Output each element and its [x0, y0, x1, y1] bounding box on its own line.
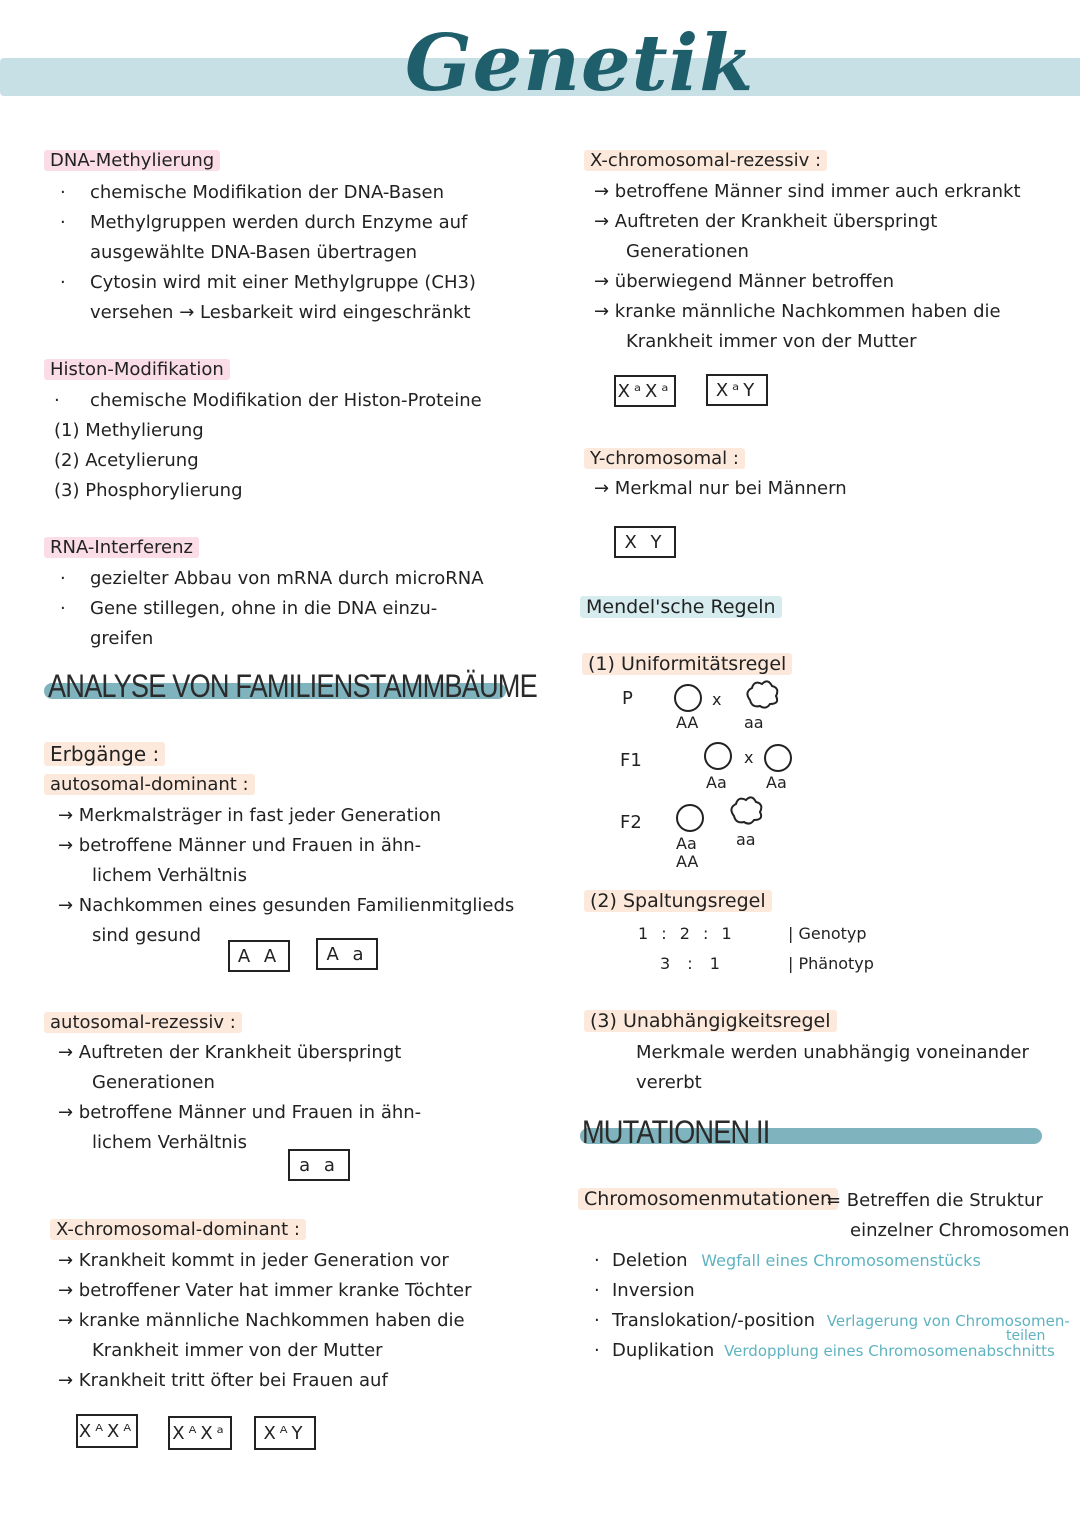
genotype-label: aa: [736, 830, 756, 849]
mutationen-heading: MUTATIONEN II: [582, 1114, 770, 1150]
genotype-box: a a: [288, 1149, 350, 1181]
genotype-ratio: 1 : 2 : 1: [638, 924, 736, 943]
list-item: → betroffene Männer und Frauen in ähn-: [58, 835, 422, 856]
chromo-list: [594, 1246, 1070, 1366]
phenotype-ratio-label: | Phänotyp: [788, 954, 874, 973]
list-item: (2) Acetylierung: [54, 450, 199, 471]
x-dom-heading: X-chromosomal-dominant :: [50, 1219, 306, 1240]
list-item: · Inversion: [594, 1280, 695, 1301]
rna-list: [60, 564, 484, 654]
unab-text: [636, 1038, 1029, 1098]
genotype-box: XᴬXᵃ: [168, 1416, 232, 1450]
list-item: · chemische Modifikation der DNA-Basen: [60, 182, 444, 203]
genotype-box: XᵃY: [706, 374, 768, 406]
auto-dom-heading: autosomal-dominant :: [44, 774, 255, 795]
cloud-shape: [731, 797, 761, 823]
chromo-definition: einzelner Chromosomen: [850, 1220, 1070, 1241]
y-chrom-list: [594, 474, 847, 504]
list-item: → Merkmal nur bei Männern: [594, 478, 847, 499]
list-item: → betroffener Vater hat immer kranke Töchter: [58, 1280, 472, 1301]
genotype-box: XᵃXᵃ: [614, 375, 676, 407]
list-item: → betroffene Männer und Frauen in ähn-: [58, 1102, 422, 1123]
auto-rez-list: [58, 1038, 421, 1158]
genotype-label: AA: [676, 713, 699, 732]
genotype-box: XᴬXᴬ: [76, 1414, 138, 1448]
cross-symbol: x: [712, 690, 722, 709]
list-item: lichem Verhältnis: [92, 1132, 247, 1153]
cross-symbol: x: [744, 748, 754, 767]
list-item: · Deletion Wegfall eines Chromosomenstücks: [594, 1250, 981, 1271]
list-item: Generationen: [92, 1072, 215, 1093]
genotype-label: AA: [676, 852, 699, 871]
genotype-label: Aa: [766, 773, 787, 792]
circle-shape: [705, 743, 731, 769]
genotype-ratio-label: | Genotyp: [788, 924, 867, 943]
list-item: Merkmale werden unabhängig voneinander: [636, 1042, 1029, 1063]
list-item: vererbt: [636, 1072, 702, 1093]
mendel-heading: Mendel'sche Regeln: [580, 596, 782, 618]
section-heading-histon: Histon-Modifikation: [44, 359, 230, 380]
y-chrom-heading: Y-chromosomal :: [584, 448, 745, 469]
list-item: → Krankheit kommt in jeder Generation vor: [58, 1250, 449, 1271]
chromo-definition: = Betreffen die Struktur: [826, 1190, 1043, 1211]
list-item: Generationen: [626, 241, 749, 262]
list-item: lichem Verhältnis: [92, 865, 247, 886]
list-item: ausgewählte DNA-Basen übertragen: [90, 242, 418, 263]
list-item: → kranke männliche Nachkommen haben die: [58, 1310, 465, 1331]
section-heading-rna: RNA-Interferenz: [44, 537, 199, 558]
genotype-label: aa: [744, 713, 764, 732]
list-item: · Cytosin wird mit einer Methylgruppe (CH3): [60, 272, 476, 293]
dna-methylierung-list: [60, 178, 476, 328]
spaltung-heading: (2) Spaltungsregel: [584, 890, 772, 912]
list-item: · Gene stillegen, ohne in die DNA einzu-: [60, 598, 438, 619]
unab-heading: (3) Unabhängigkeitsregel: [584, 1010, 837, 1032]
list-item: versehen → Lesbarkeit wird eingeschränkt: [90, 302, 471, 323]
x-rez-list: [594, 177, 1021, 357]
list-item: → überwiegend Männer betroffen: [594, 271, 894, 292]
genotype-label: Aa: [706, 773, 727, 792]
list-item: · Duplikation Verdopplung eines Chromosomenabschnitts: [594, 1340, 1055, 1361]
list-item: → Nachkommen eines gesunden Familienmitglieds: [58, 895, 515, 916]
list-item: → betroffene Männer sind immer auch erkrankt: [594, 181, 1021, 202]
list-item: Krankheit immer von der Mutter: [626, 331, 917, 352]
circle-shape: [675, 685, 701, 711]
list-item: (1) Methylierung: [54, 420, 204, 441]
list-item: sind gesund: [92, 925, 202, 946]
f1-label: F1: [620, 750, 642, 771]
list-item: · gezielter Abbau von mRNA durch microRNA: [60, 568, 484, 589]
uniform-heading: (1) Uniformitätsregel: [582, 653, 792, 675]
list-item: greifen: [90, 628, 154, 649]
circle-shape: [765, 745, 791, 771]
list-item: → Krankheit tritt öfter bei Frauen auf: [58, 1370, 388, 1391]
erbgaenge-heading: Erbgänge :: [44, 742, 165, 766]
cloud-shape: [747, 681, 777, 707]
phenotype-ratio: 3 : 1: [660, 954, 726, 973]
auto-rez-heading: autosomal-rezessiv :: [44, 1012, 242, 1033]
auto-dom-list: [58, 801, 514, 951]
genotype-box: XᴬY: [254, 1416, 316, 1450]
list-item: · chemische Modifikation der Histon-Proteine: [54, 390, 482, 411]
page-title: Genetik: [405, 18, 755, 109]
f2-label: F2: [620, 812, 642, 833]
list-item: → Auftreten der Krankheit überspringt: [58, 1042, 402, 1063]
genotype-box: A A: [228, 940, 290, 972]
section-heading-dna-methylierung: DNA-Methylierung: [44, 150, 220, 171]
circle-shape: [677, 805, 703, 831]
genotype-box: A a: [316, 938, 378, 970]
list-item: · Translokation/-position Verlagerung von Chromosomen-: [594, 1310, 1070, 1331]
analyse-heading: ANALYSE VON FAMILIENSTAMMBÄUME: [48, 668, 537, 704]
genotype-box: X Y: [614, 526, 676, 558]
x-rez-heading: X-chromosomal-rezessiv :: [584, 150, 827, 171]
chromo-note-extra: teilen: [1006, 1328, 1046, 1344]
chromo-heading: Chromosomenmutationen: [578, 1188, 838, 1210]
list-item: (3) Phosphorylierung: [54, 480, 243, 501]
genotype-label: Aa: [676, 834, 697, 853]
list-item: → Auftreten der Krankheit überspringt: [594, 211, 938, 232]
list-item: → kranke männliche Nachkommen haben die: [594, 301, 1001, 322]
list-item: · Methylgruppen werden durch Enzyme auf: [60, 212, 468, 233]
x-dom-list: [58, 1246, 471, 1396]
list-item: → Merkmalsträger in fast jeder Generation: [58, 805, 442, 826]
p-label: P: [622, 688, 633, 709]
histon-list: [54, 386, 482, 506]
list-item: Krankheit immer von der Mutter: [92, 1340, 383, 1361]
